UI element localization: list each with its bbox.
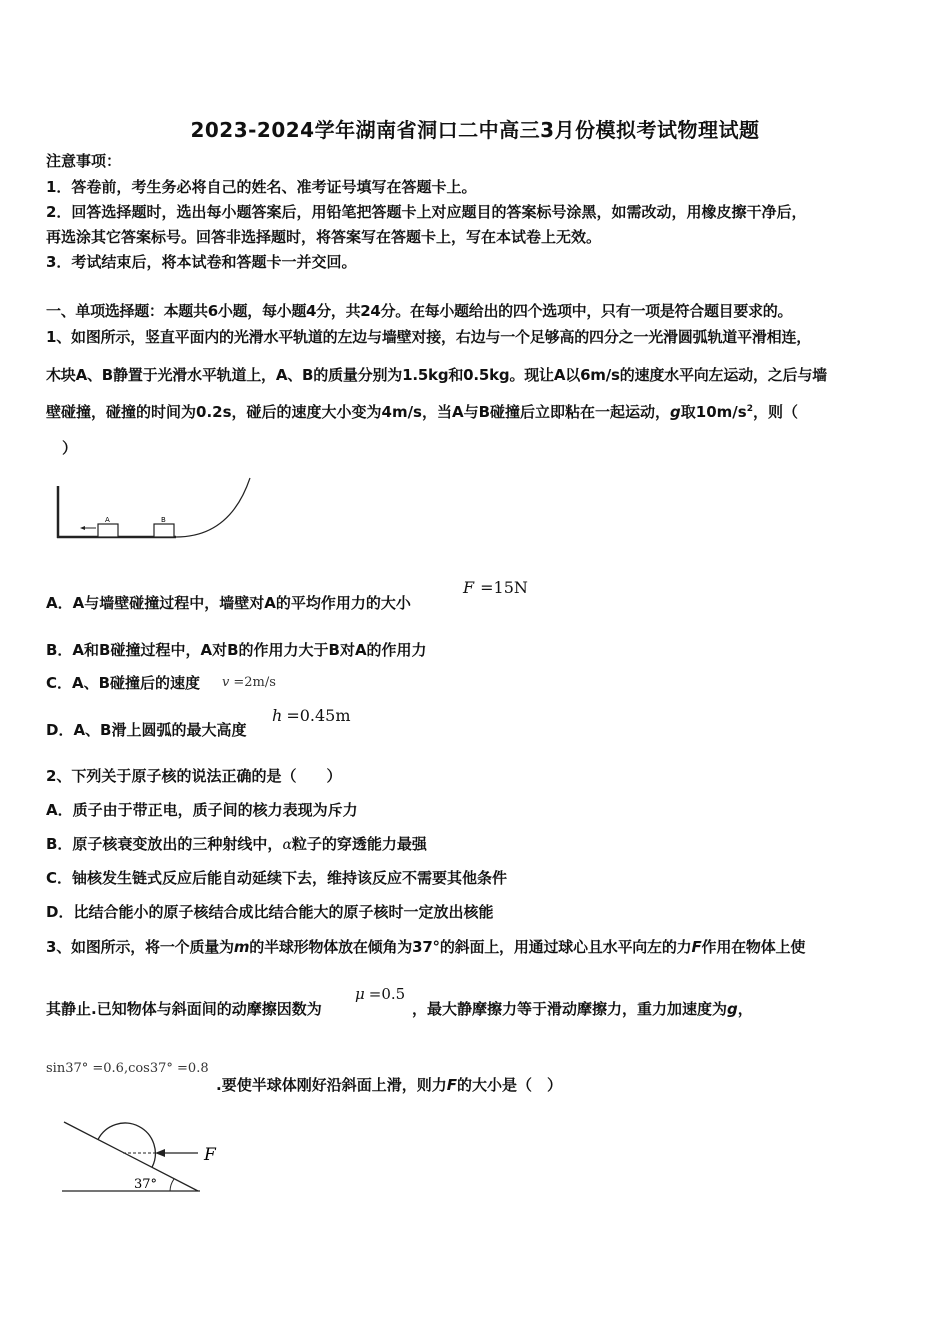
q1-option-a: A．A与墙壁碰撞过程中，墙壁对A的平均作用力的大小 [46, 594, 411, 612]
q1-option-c: C．A、B碰撞后的速度 [46, 674, 201, 692]
q1-stem-line3: 壁碰撞，碰撞的时间为0.2s，碰后的速度大小变为4m/s，当A与B碰撞后立即粘在一起运动，g取$10m/s^2$，则（ [46, 403, 798, 421]
q1-stem-line2: 木块A、B静置于光滑水平轨道上，A、B的质量分别为1.5kg和0.5kg。现让A以6m/s的速度水平向左运动，之后与墙 [46, 366, 827, 384]
q2-option-c: C．铀核发生链式反应后能自动延续下去，维持该反应不需要其他条件 [46, 869, 508, 887]
q3-stem-line2-b: ，最大静摩擦力等于滑动摩擦力，重力加速度为g， [412, 1000, 753, 1018]
note-item-2-cont: 再选涂其它答案标号。回答非选择题时，将答案写在答题卡上，写在本试卷上无效。 [46, 228, 602, 246]
angle-label: 37° [134, 1177, 158, 1192]
q2-option-a: A．质子由于带正电，质子间的核力表现为斥力 [46, 801, 358, 819]
q1-option-d: D．A、B滑上圆弧的最大高度 [46, 721, 247, 739]
note-item-3: 3．考试结束后，将本试卷和答题卡一并交回。 [46, 253, 357, 271]
q3-figure [58, 1112, 228, 1197]
page-title: 2023-2024学年湖南省洞口二中高三3月份模拟考试物理试题 [190, 118, 760, 142]
q1-option-d-eq: h =0.45m [272, 706, 351, 725]
angle-arc [170, 1179, 174, 1191]
label-b: B [161, 516, 166, 524]
hemisphere [98, 1123, 155, 1167]
q1-option-b: B．A和B碰撞过程中，A对B的作用力大于B对A的作用力 [46, 641, 427, 659]
q3-stem-line3: .要使半球体刚好沿斜面上滑，则力F的大小是（ ） [216, 1076, 562, 1094]
q2-stem: 2、下列关于原子核的说法正确的是（ ） [46, 767, 342, 785]
incline-line [64, 1122, 198, 1191]
arc-track [176, 478, 250, 537]
block-b [154, 524, 174, 537]
section-heading: 一、单项选择题：本题共6小题，每小题4分，共24分。在每小题给出的四个选项中，只有一项是符合题目要求的。 [46, 302, 793, 320]
q1-option-a-eq: F =15N [463, 578, 528, 597]
q2-option-d: D．比结合能小的原子核结合成比结合能大的原子核时一定放出核能 [46, 903, 494, 921]
q1-stem-line4: ） [62, 439, 78, 457]
q1-figure [50, 468, 260, 548]
q3-stem-line2-a: 其静止.已知物体与斜面间的动摩擦因数为 [46, 1000, 322, 1018]
q3-trig-values: sin37° =0.6,cos37° =0.8 [46, 1061, 209, 1076]
note-item-1: 1．答卷前，考生务必将自己的姓名、准考证号填写在答题卡上。 [46, 178, 477, 196]
q2-option-b: B．原子核衰变放出的三种射线中，α粒子的穿透能力最强 [46, 835, 427, 853]
notes-heading: 注意事项： [46, 152, 122, 170]
force-label: F [204, 1145, 216, 1165]
q3-stem-line1: 3、如图所示，将一个质量为m的半球形物体放在倾角为37°的斜面上，用通过球心且水平向左的力F作用在物体上使 [46, 938, 806, 956]
arrow-head [80, 526, 85, 530]
label-a: A [105, 516, 110, 524]
q1-option-c-eq: v =2m/s [222, 675, 276, 690]
q3-mu-eq: μ =0.5 [355, 985, 406, 1003]
q1-stem-line1: 1、如图所示，竖直平面内的光滑水平轨道的左边与墙壁对接，右边与一个足够高的四分之一光滑圆弧轨道平滑相连， [46, 328, 812, 346]
force-arrow-head [155, 1149, 165, 1157]
note-item-2: 2．回答选择题时，选出每小题答案后，用铅笔把答题卡上对应题目的答案标号涂黑，如需改动，用橡皮擦干净后， [46, 203, 807, 221]
block-a [98, 524, 118, 537]
